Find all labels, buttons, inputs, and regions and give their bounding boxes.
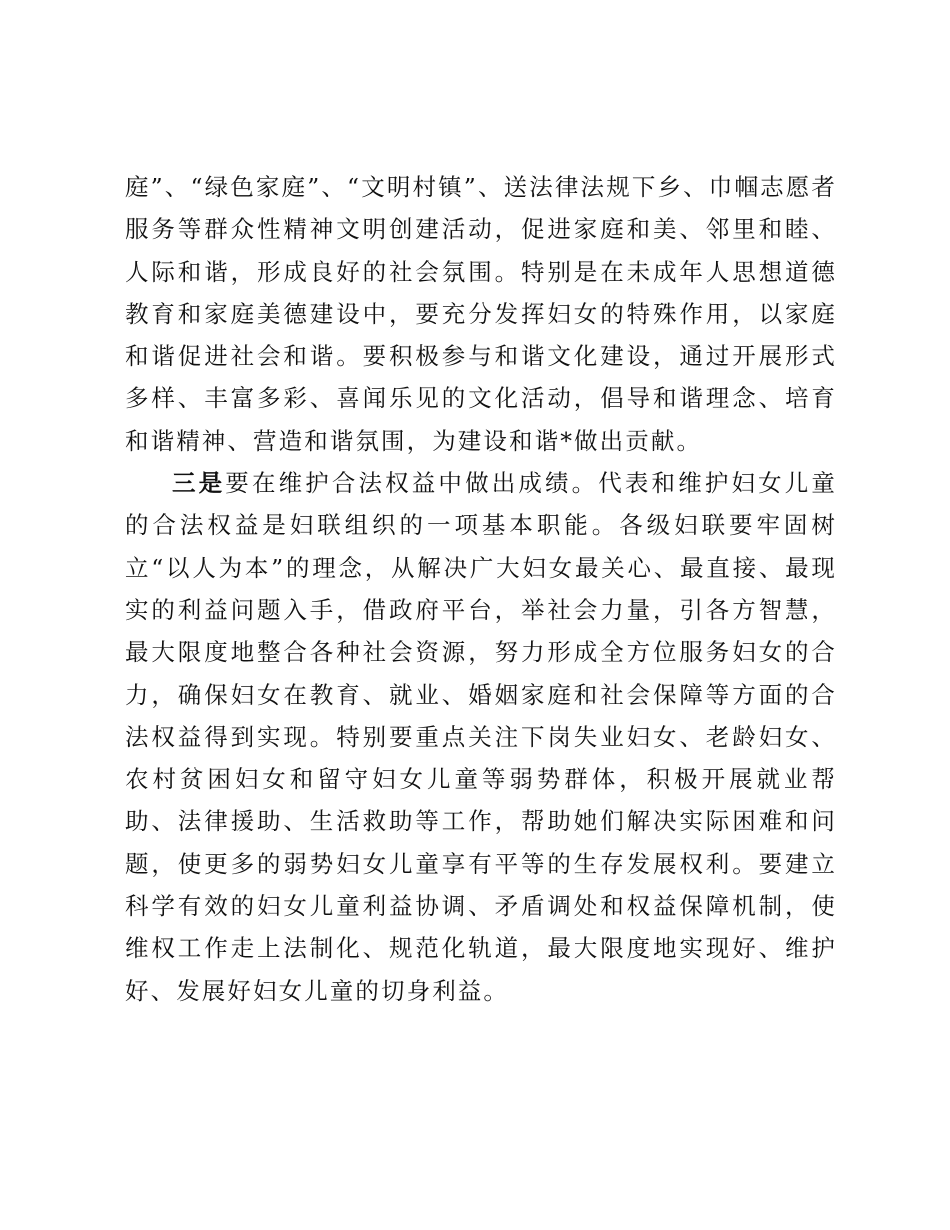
paragraph-three: [125, 462, 837, 1012]
paragraph-body: 要在维护合法权益中做出成绩。代表和维护妇女儿童的合法权益是妇联组织的一项基本职能。各级妇联要牢固树立“以人为本”的理念，从解决广大妇女最关心、最直接、最现实的利益问题入手，借政府平台，举社会力量，引各方智慧，最大限度地整合各种社会资源，努力形成全方位服务妇女的合力，确保妇女在教育、就业、婚姻家庭和社会保障等方面的合法权益得到实现。特别要重点关注下岗失业妇女、老龄妇女、农村贫困妇女和留守妇女儿童等弱势群体，积极开展就业帮助、法律援助、生活救助等工作，帮助她们解决实际困难和问题，使更多的弱势妇女儿童享有平等的生存发展权利。要建立科学有效的妇女儿童利益协调、矛盾调处和权益保障机制，使维权工作走上法制化、规范化轨道，最大限度地实现好、维护好、发展好妇女儿童的切身利益。: [125, 469, 837, 1005]
paragraph-lead: 三是: [172, 469, 226, 498]
paragraph-continuation: 庭”、“绿色家庭”、“文明村镇”、送法律法规下乡、巾帼志愿者服务等群众性精神文明创建活动，促进家庭和美、邻里和睦、人际和谐，形成良好的社会氛围。特别是在未成年人思想道德教育和家庭美德建设中，要充分发挥妇女的特殊作用，以家庭和谐促进社会和谐。要积极参与和谐文化建设，通过开展形式多样、丰富多彩、喜闻乐见的文化活动，倡导和谐理念、培育和谐精神、营造和谐氛围，为建设和谐*做出贡献。: [125, 173, 837, 455]
document-body: [125, 166, 837, 1012]
